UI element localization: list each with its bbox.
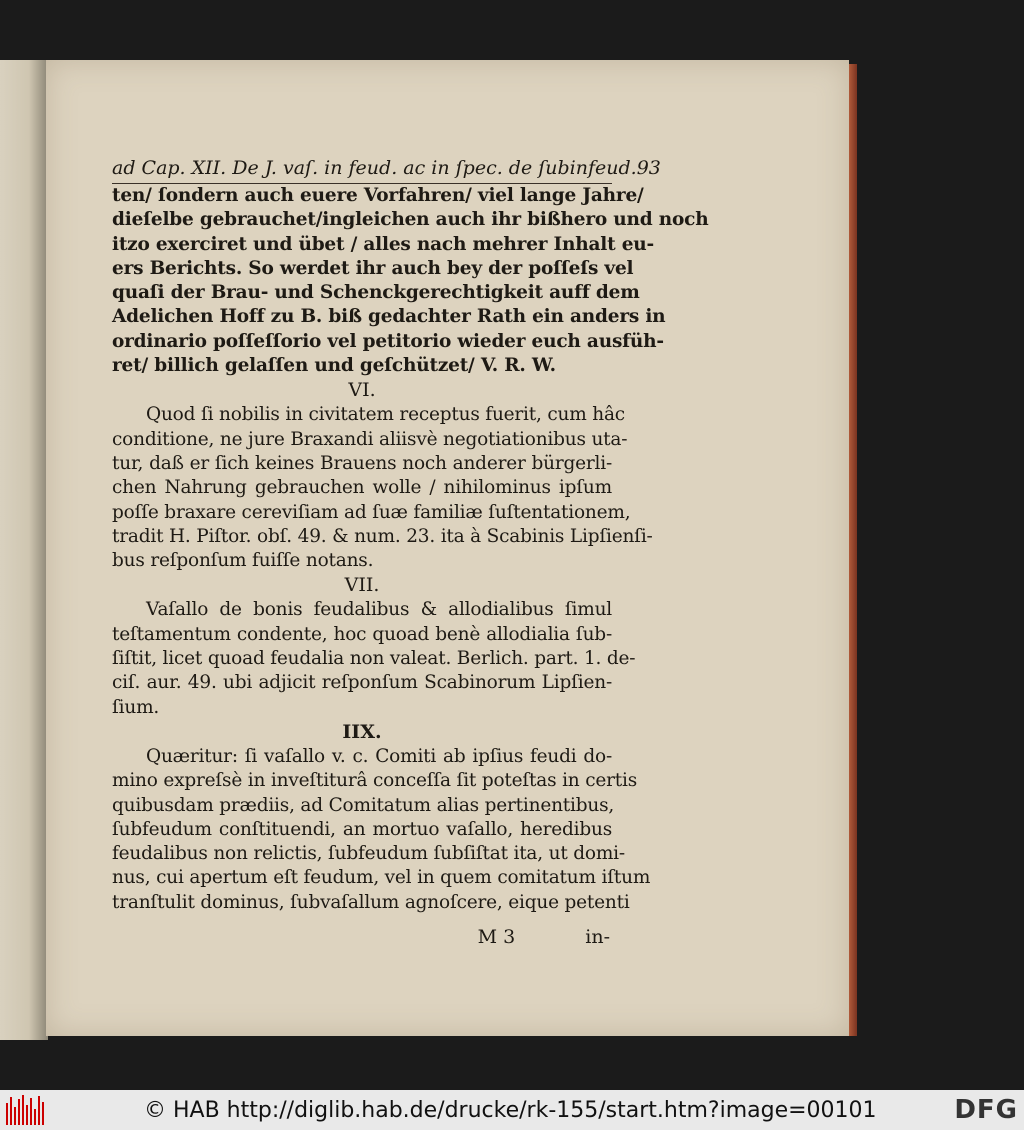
section-vii [112, 573, 636, 719]
text-line: Quod ſi nobilis in civitatem receptus fuerit, cum hâc [146, 404, 625, 426]
footer-bar [0, 1090, 1024, 1130]
text-line: ret/ billich gelaſſen und geſchützet/ V. R. W. [112, 355, 556, 377]
text-line: ſubfeudum conſtituendi, an mortuo vaſallo, heredibus [112, 818, 612, 840]
text-line: nus, cui apertum eſt feudum, vel in quem comitatum iſtum [112, 867, 651, 889]
text-line: teſtamentum condente, hoc quoad benè allodialia ſub- [112, 623, 612, 645]
running-header [112, 155, 661, 184]
text-line: dieſelbe gebrauchet/ingleichen auch ihr bißhero und noch [112, 209, 709, 231]
text-line: tradit H. Piſtor. obſ. 49. & num. 23. ita à Scabinis Lipſienſi- [112, 525, 653, 547]
section-iix [112, 720, 651, 915]
section-heading: IIX. [342, 720, 382, 743]
page-number: 93 [636, 157, 661, 179]
section-heading: VII. [344, 574, 380, 597]
text-line: Adelichen Hoff zu B. biß gedachter Rath ein anders in [112, 306, 666, 328]
text-line: feudalibus non relictis, ſubfeudum ſubſiſtat ita, ut domi- [112, 843, 625, 865]
hab-barcode-logo-icon [6, 1095, 48, 1125]
section-vi [112, 378, 653, 573]
adjacent-page-edge [0, 60, 48, 1040]
text-line: quibusdam prædiis, ad Comitatum alias pertinentibus, [112, 794, 615, 816]
running-head-title: ad Cap. XII. De J. vaſ. in feud. ac in ſpec. de ſubinfeud. [112, 157, 637, 179]
text-line: tur, daß er ſich keines Brauens noch anderer bürgerli- [112, 452, 612, 474]
text-line: bus reſponſum fuiſſe notans. [112, 550, 374, 572]
citation-link[interactable]: © HAB http://diglib.hab.de/drucke/rk-155/start.htm?image=00101 [144, 1097, 877, 1123]
page-text-block [112, 155, 709, 951]
dfg-logo: DFG [954, 1095, 1018, 1125]
text-line: tranſtulit dominus, ſubvaſallum agnoſcere, eique petenti [112, 891, 630, 913]
text-line: poſſe braxare cereviſiam ad ſuæ familiæ ſuſtentationem, [112, 501, 631, 523]
text-line: Quæritur: ſi vaſallo v. c. Comiti ab ipſius feudi do- [146, 745, 612, 767]
text-line: ten/ ſondern auch euere Vorfahren/ viel lange Jahre/ [112, 185, 644, 206]
page-fore-edge [849, 64, 857, 1036]
text-line: itzo exerciret und übet / alles nach mehrer Inhalt eu- [112, 233, 655, 255]
text-line: Vaſallo de bonis feudalibus & allodialibus ſimul [146, 599, 612, 621]
catchword-row [112, 923, 612, 951]
text-line: mino expreſsè in inveſtiturâ conceſſa ſit poteſtas in certis [112, 770, 637, 792]
text-line: conditione, ne jure Braxandi aliisvè negotiationibus uta- [112, 428, 628, 450]
text-line: chen Nahrung gebrauchen wolle / nihilominus ipſum [112, 477, 612, 499]
section-v-continuation [112, 184, 709, 378]
signature-mark: M 3 [477, 926, 516, 949]
text-line: ſium. [112, 696, 160, 718]
text-line: ciſ. aur. 49. ubi adjicit reſponſum Scabinorum Lipſien- [112, 672, 612, 694]
text-line: quaſi der Brau- und Schenckgerechtigkeit auff dem [112, 282, 640, 304]
text-line: ers Berichts. So werdet ihr auch bey der poſſeſs vel [112, 257, 634, 279]
catchword: in- [585, 926, 610, 949]
text-line: ſiſtit, licet quoad feudalia non valeat. Berlich. part. 1. de- [112, 648, 636, 670]
text-line: ordinario poſſeſſorio vel petitorio wieder euch ausfüh- [112, 330, 664, 352]
section-heading: VI. [348, 379, 376, 402]
